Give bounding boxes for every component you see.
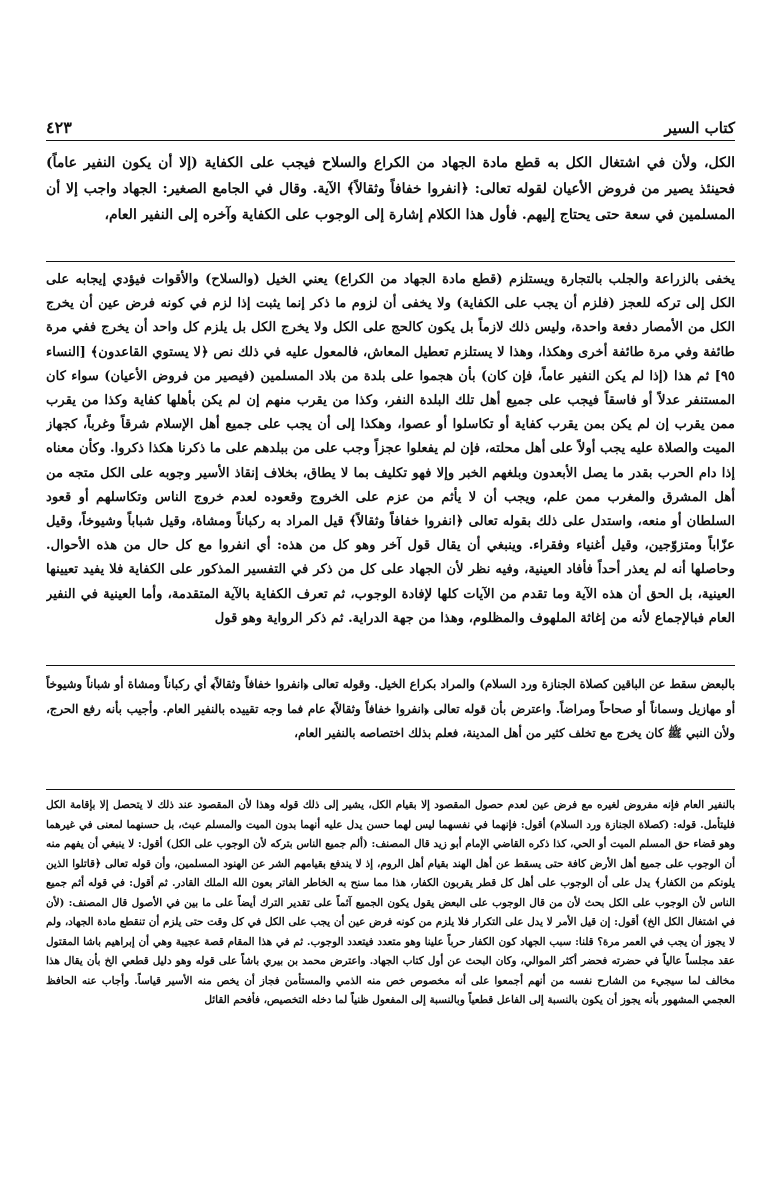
commentary-paragraph: بالنفير العام فإنه مفروض لغيره مع فرض عين لعدم حصول المقصود إلا بقيام الكل، يشير إلى ذلك قوله وهذا لأن المقصود عند ذلك لا يتحصل إلا بإقامة الكل فليتأمل. قوله: (كصلاة الجنازة ورد السلام) أقول: فإنهما في نفسهما ليس لهما حسن يدل عليه أنهما بدون الميت والمسلم عبث، بل حسنهما لمعنى في غيرهما وهو قضاء حق المسلم الميت أو الحي، كذا ذكره القاضي الإمام أبو زيد قال المصنف: (ألم جميع الناس بتركه لأن الوجوب على الكل) أقول: لا ينبغي أن يفهم منه أن الوجوب على جميع أهل الأرض كافة حتى يسقط عن أهل الهند بقيام أهل الروم، إذ لا يندفع بقيامهم الشر عن الهنود المسلمين، وأن قوله تعالى ﴿قاتلوا الذين يلونكم من الكفار﴾ يدل على أن الوجوب على أهل كل قطر يقربون الكفار، هذا مما سنح به الخاطر الفاتر بعون الله الملك القادر. ثم أقول: في قوله أثم جميع الناس لأن الوجوب على الكل بحث لأن من قال الوجوب على البعض يقول يكون الجميع آثماً على تقدير الترك أيضاً على ما بين في الأصول قال المصنف: (لأن في اشتغال الكل الخ) أقول: إن قيل الأمر لا يدل على التكرار فلا يلزم من كونه فرض عين أن يجب على الكل في كل وقت حتى يلزم أن تنقطع مادة الجهاد، ولم لا يجوز أن يجب في العمر مرة؟ قلنا: سبب الجهاد كون الكفار حرباً علينا وهو متعدد فيتعدد الوجوب. ثم في هذا المقام قصة عجيبة وهي أن إبراهيم باشا المقتول عقد مجلساً عالياً في حضرته فحضر أكثر الموالي، وكان البحث عن أول كتاب الجهاد. واعترض محمد بن بيري باشاً على قوله وهو دليل قطعي الخ بأن يقال هذا مخالف لما سيجيء من الشارح نفسه من أنهم أجمعوا على أنه مخصوص خص منه الذمي والمستأمن فجاز أن يخص منه الأسير قياساً. وأجاب عنه الحافظ العجمي المشهور بأنه يجوز أن يكون بالنسبة إلى الفاعل قطعياً وبالنسبة إلى المفعول ظنياً لما دخله التخصيص، فأفحم القائل xyxy=(46,799,735,1006)
book-title: كتاب السير xyxy=(664,119,735,137)
section-divider xyxy=(46,261,735,262)
commentary-paragraph: يخفى بالزراعة والجلب بالتجارة ويستلزم (قطع مادة الجهاد من الكراع) يعني الخيل (والسلاح) والأقوات فيؤدي إيجابه على الكل إلى تركه للعجز (فلزم أن يجب على الكفاية) ولا يخفى أن لزوم ما ذكر إنما يثبت إذا لزم في كونه فرض عين أن يخرج الكل من الأمصار دفعة واحدة، وليس ذلك لازماً بل يكون كالحج على الكل ولا يخرج الكل بل يلزم كل واحد أن يخرج ففي مرة طائفة وفي مرة طائفة أخرى وهكذا، وهذا لا يستلزم تعطيل المعاش، فالمعول عليه في ذلك نص ﴿لا يستوي القاعدون﴾ [النساء ٩٥] ثم هذا (إذا لم يكن النفير عاماً، فإن كان) بأن هجموا على بلدة من بلاد المسلمين (فيصير من فروض الأعيان) سواء كان المستنفر عدلاً أو فاسقاً فيجب على جميع أهل تلك البلدة النفر، وكذا من يقرب منهم إن لم يكن بأهلها كفاية وكذا من يقرب ممن يقرب إن لم يكن بمن يقرب كفاية أو تكاسلوا أو عصوا، وهكذا إلى أن يجب على جميع أهل الإسلام شرقاً وغرباً، كجهاز الميت والصلاة عليه يجب أولاً على أهل محلته، فإن لم يفعلوا عجزاً وجب على من ببلدهم على ما ذكرنا هكذا ذكروا. وكأن معناه إذا دام الحرب بقدر ما يصل الأبعدون وبلغهم الخبر وإلا فهو تكليف بما لا يطاق، بخلاف إنقاذ الأسير وجوبه على الكل متجه من أهل المشرق والمغرب ممن علم، ويجب أن لا يأثم من عزم على الخروج وقعوده لعدم خروج الناس وتكاسلهم أو قعود السلطان أو منعه، واستدل على ذلك بقوله تعالى ﴿انفروا خفافاً وثقالاً﴾ قيل المراد به ركباناً ومشاة، وقيل شباباً وشيوخاً، وقيل عزّاباً ومتزوّجين، وقيل أغنياء وفقراء. وينبغي أن يقال قول آخر وهو كل من هذه: أي انفروا مع كل حال من هذه الأحوال. وحاصلها أنه لم يعذر أحداً فأفاد العينية، وفيه نظر لأن الجهاد على كل من ذكر في التفسير المذكور على الكفاية فلا يفيد تعيينها العينية، بل الحق أن هذه الآية وما تقدم من الآيات كلها لإفادة الوجوب، ثم تعرف الكفاية بالآية المتقدمة، وأما العينية في النفير العام فبالإجماع لأنه من إغاثة الملهوف والمظلوم، وهذا من جهة الدراية. ثم ذكر الرواية وهو قول xyxy=(46,272,735,626)
commentary-fath-block xyxy=(46,268,735,658)
running-header xyxy=(46,118,735,141)
section-divider xyxy=(46,789,735,790)
commentary-hashiya-block xyxy=(46,796,735,1176)
main-text-block xyxy=(46,150,735,254)
commentary-inaya-block xyxy=(46,672,735,780)
section-divider xyxy=(46,665,735,666)
commentary-paragraph: بالبعض سقط عن الباقين كصلاة الجنازة ورد السلام) والمراد بكراع الخيل. وقوله تعالى ﴿انفروا خفافاً وثقالاً﴾ أي ركباناً ومشاة أو شباناً وشيوخاً أو مهازيل وسماناً أو صحاحاً ومراضاً. واعترض بأن قوله تعالى ﴿انفروا خفافاً وثقالاً﴾ عام فما وجه تقييده بالنفير العام. وأجيب بأنه رفع الحرج، ولأن النبي ﷺ كان يخرج مع تخلف كثير من أهل المدينة، فعلم بذلك اختصاصه بالنفير العام، xyxy=(46,677,735,740)
main-text-paragraph: الكل، ولأن في اشتغال الكل به قطع مادة الجهاد من الكراع والسلاح فيجب على الكفاية (إلا أن يكون النفير عاماً) فحينئذ يصير من فروض الأعيان لقوله تعالى: ﴿انفروا خفافاً وثقالاً﴾ الآية. وقال في الجامع الصغير: الجهاد واجب إلا أن المسلمين في سعة حتى يحتاج إليهم. فأول هذا الكلام إشارة إلى الوجوب على الكفاية وآخره إلى النفير العام، xyxy=(46,155,735,223)
page-number: ٤٢٣ xyxy=(46,118,72,137)
